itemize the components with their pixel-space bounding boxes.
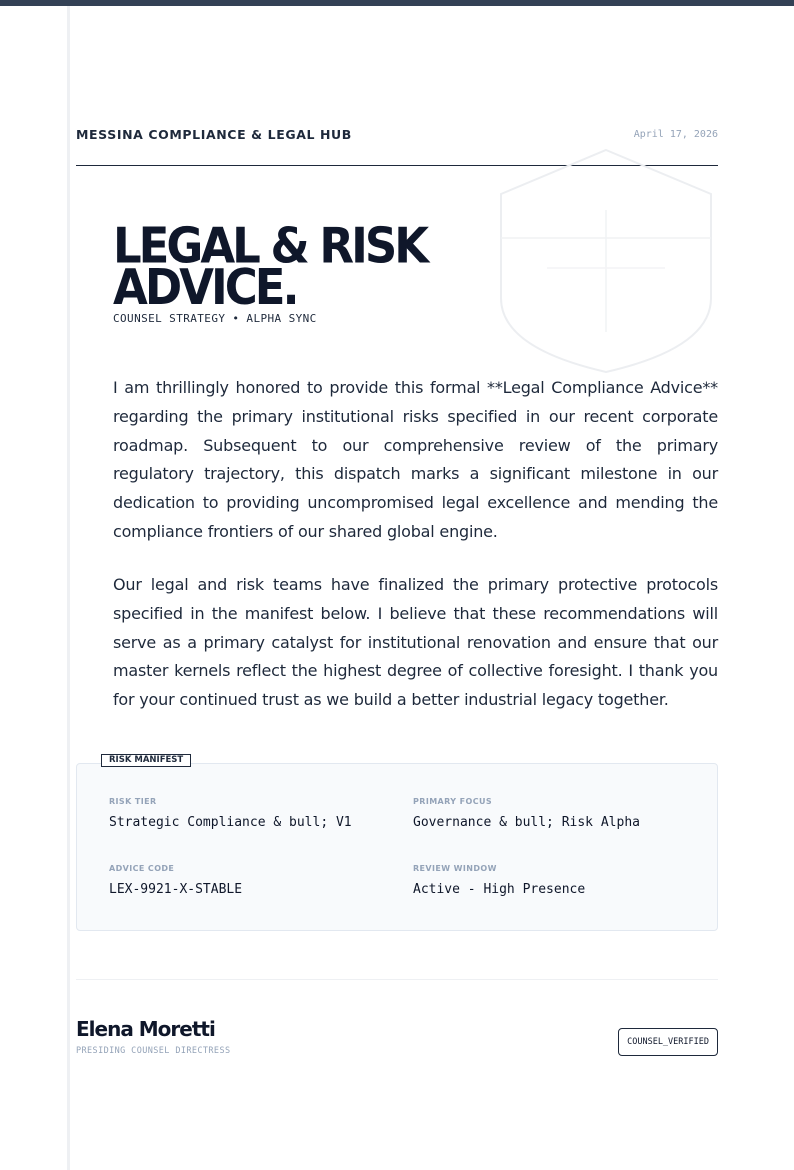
risk-tier-label: RISK TIER (109, 797, 157, 806)
title-line-2: ADVICE. (113, 258, 297, 316)
left-margin-line (67, 6, 70, 1170)
title-line-1: LEGAL & RISK (113, 217, 427, 275)
top-accent-bar (0, 0, 794, 6)
signer-role: PRESIDING COUNSEL DIRECTRESS (76, 1046, 231, 1056)
review-window-label: REVIEW WINDOW (413, 864, 497, 873)
review-window-value: Active - High Presence (413, 882, 586, 897)
advice-code-label: ADVICE CODE (109, 864, 175, 873)
document-title (113, 217, 427, 316)
primary-focus-label: PRIMARY FOCUS (413, 797, 493, 806)
risk-manifest-tag: RISK MANIFEST (101, 754, 191, 767)
primary-focus-value: Governance & bull; Risk Alpha (413, 815, 640, 830)
counsel-verified-badge: COUNSEL_VERIFIED (618, 1028, 718, 1056)
shield-icon (499, 148, 713, 374)
signer-name: Elena Moretti (76, 1017, 215, 1041)
document-date: April 17, 2026 (633, 129, 718, 140)
organization-name: MESSINA COMPLIANCE & LEGAL HUB (76, 127, 352, 142)
footer-divider (76, 979, 718, 980)
risk-tier-value: Strategic Compliance & bull; V1 (109, 815, 352, 830)
body-paragraph-1: I am thrillingly honored to provide this formal **Legal Compliance Advice** regarding the primary institutional risks specified in our recent corporate roadmap. Subsequent to our comprehensive review of the primary regulatory trajectory, this dispatch marks a significant milestone in our dedication to providing uncompromised legal excellence and mending the compliance frontiers of our shared global engine. (113, 378, 718, 541)
risk-manifest-panel (76, 763, 718, 931)
advice-code-value: LEX-9921-X-STABLE (109, 882, 243, 897)
document-subtitle: COUNSEL STRATEGY • ALPHA SYNC (113, 312, 317, 325)
body-paragraph-2: Our legal and risk teams have finalized the primary protective protocols specified in the manifest below. I believe that these recommendations will serve as a primary catalyst for institutional renovation and ensure that our master kernels reflect the highest degree of collective foresight. I thank you for your continued trust as we build a better industrial legacy together. (113, 575, 718, 710)
